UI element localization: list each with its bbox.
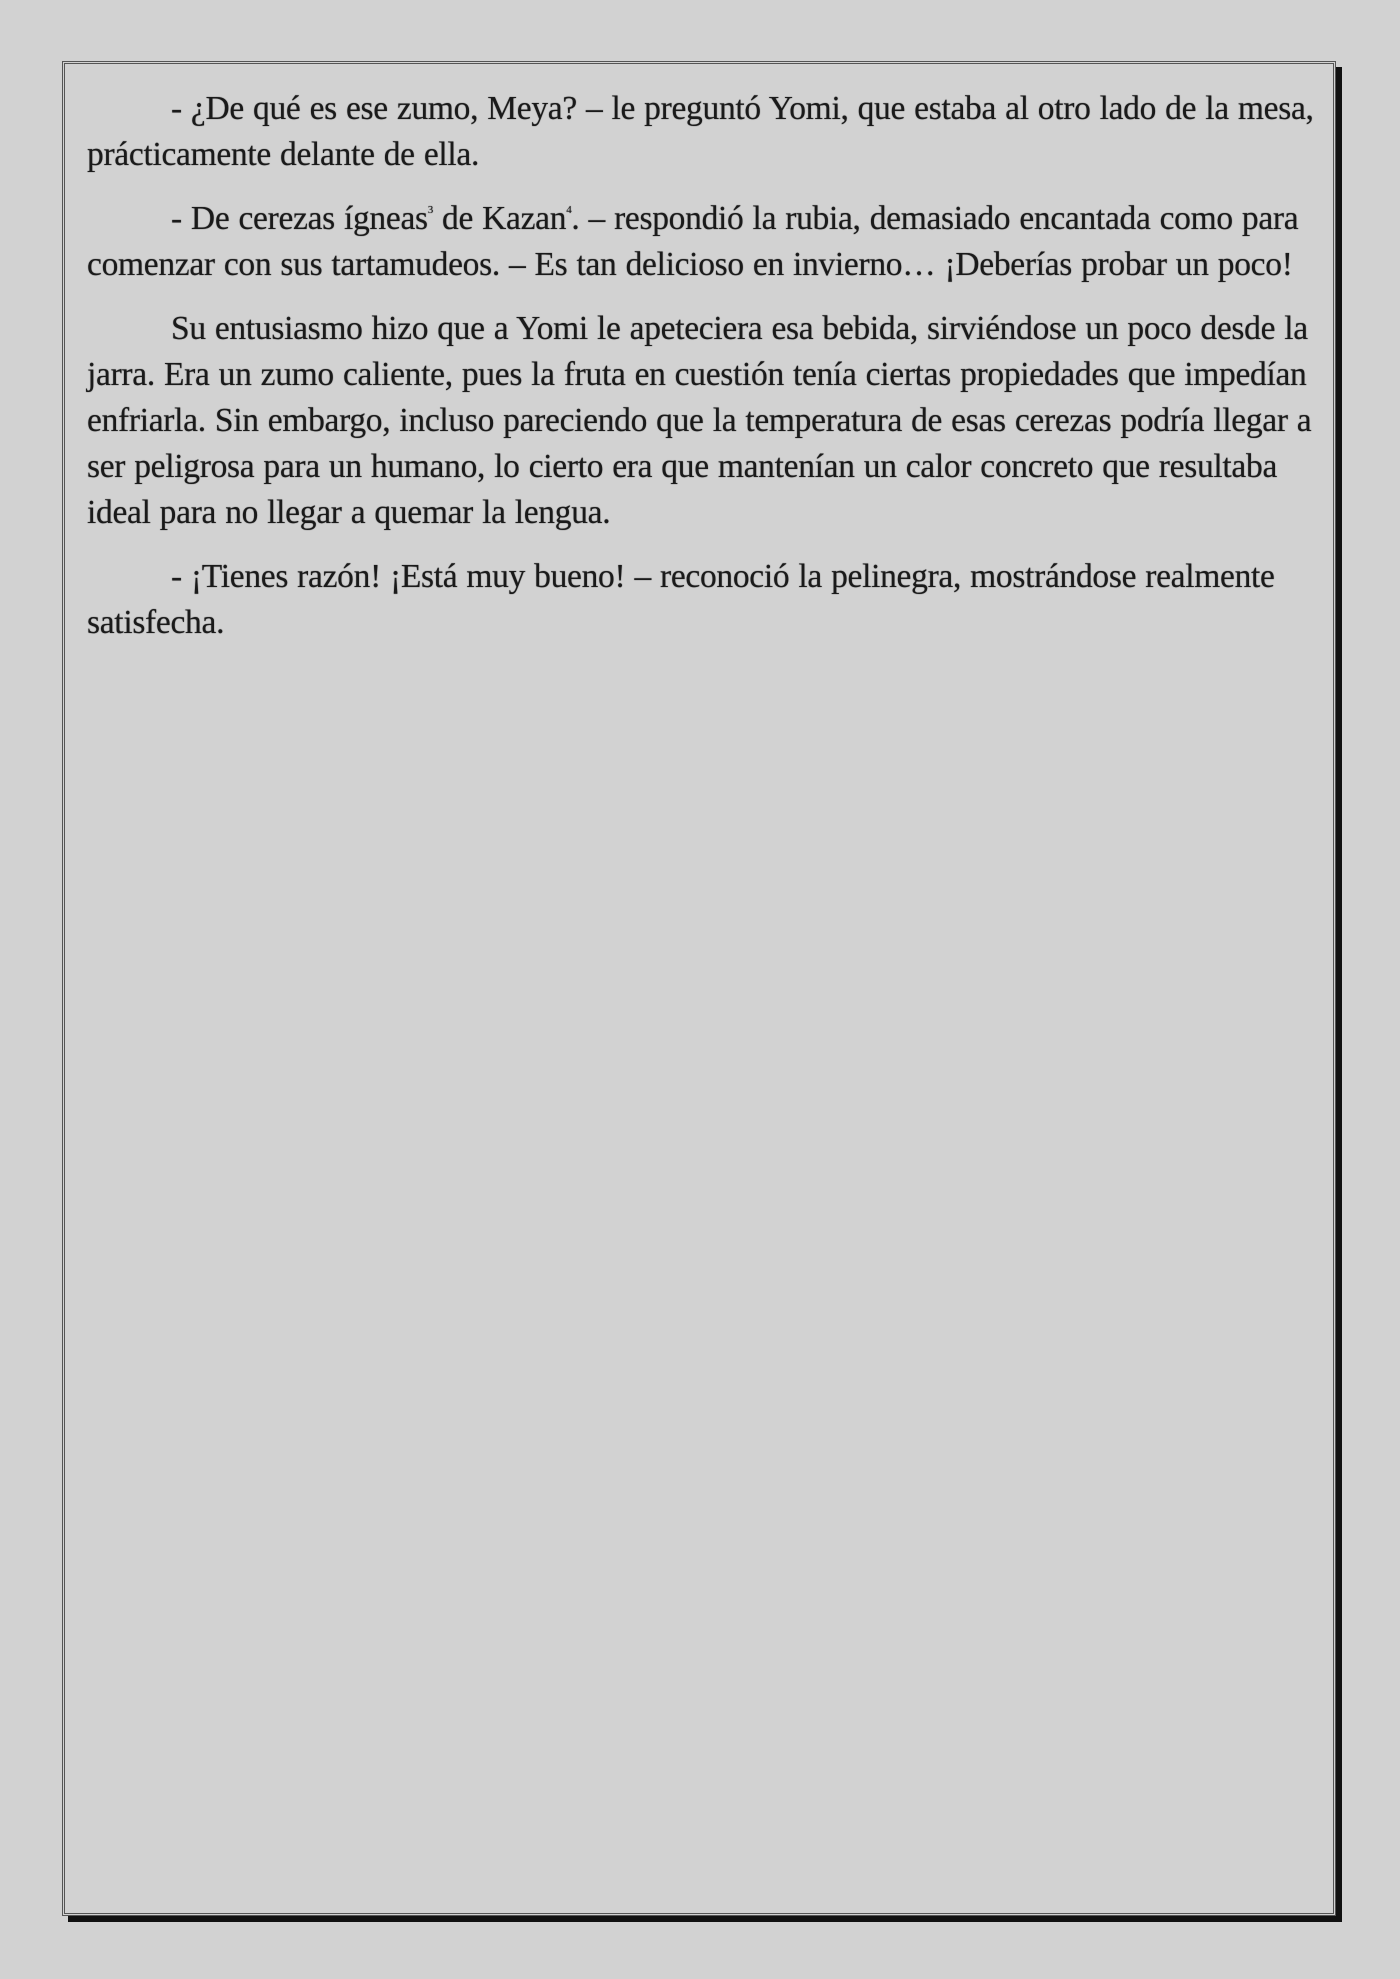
page-frame <box>62 61 1336 1916</box>
paragraph-2-text-c: . – respondió la rubia, demasiado encantada como para comenzar con sus tartamudeos. – Es tan delicioso en invierno… ¡Deberías probar un poco! <box>87 200 1299 283</box>
paragraph-2-text-b: de Kazan <box>432 200 567 237</box>
paragraph-3: Su entusiasmo hizo que a Yomi le apeteciera esa bebida, sirviéndose un poco desde la jarra. Era un zumo caliente, pues la fruta en cuestión tenía ciertas propiedades que impedían enfriarla. Sin embargo, incluso pareciendo que la temperatura de esas cerezas podría llegar a ser peligrosa para un humano, lo cierto era que mantenían un calor concreto que resultaba ideal para no llegar a quemar la lengua. <box>87 310 1312 531</box>
footnote-ref-4[interactable]: 4 <box>566 203 572 216</box>
paragraph-1: - ¿De qué es ese zumo, Meya? – le preguntó Yomi, que estaba al otro lado de la mesa, prácticamente delante de ella. <box>87 90 1314 173</box>
paragraph-4: - ¡Tienes razón! ¡Está muy bueno! – reconoció la pelinegra, mostrándose realmente satisfecha. <box>87 558 1275 641</box>
paragraph-2 <box>87 196 1315 288</box>
paragraph-2-text-a: - De cerezas ígneas <box>171 200 428 237</box>
footnote-ref-3[interactable]: 3 <box>427 203 433 216</box>
page-content <box>87 86 1315 664</box>
